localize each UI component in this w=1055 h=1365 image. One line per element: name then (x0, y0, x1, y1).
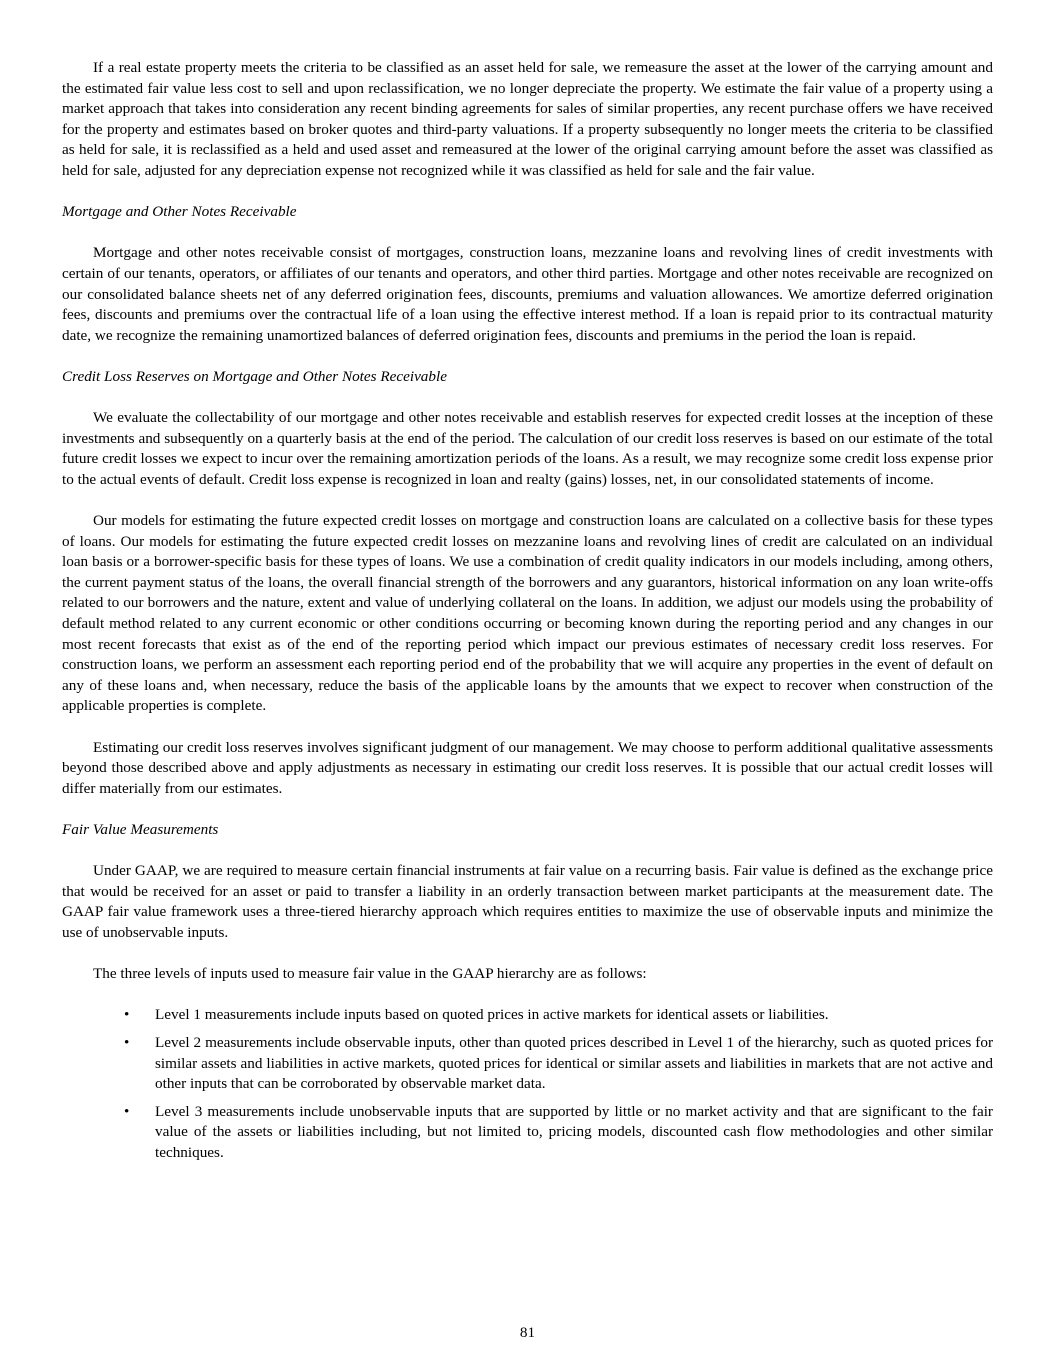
paragraph-collectability: We evaluate the collectability of our mortgage and other notes receivable and establish reserves for expected credit losses at the inception of these investments and subsequently on a quarterly basis at the end of the period. The calculation of our credit loss reserves is based on our estimate of the total future credit losses we expect to incur over the remaining amortization periods of the loans. As a result, we may recognize some credit loss expense prior to the actual events of default. Credit loss expense is recognized in loan and realty (gains) losses, net, in our consolidated statements of income. (62, 409, 993, 488)
bullet-icon: • (124, 1033, 130, 1051)
list-item-text: Level 2 measurements include observable inputs, other than quoted prices described in Level 1 of the hierarchy, such as quoted prices for similar assets and liabilities in active markets, quoted prices for identical or similar assets and liabilities in markets that are not active and other inputs that can be corroborated by observable market data. (155, 1033, 993, 1093)
paragraph-held-for-sale: If a real estate property meets the criteria to be classified as an asset held for sale, we remeasure the asset at the lower of the carrying amount and the estimated fair value less cost to sell and upon reclassification, we no longer depreciate the property. We estimate the fair value of a property using a market approach that takes into consideration any recent binding agreements for sales of similar properties, any recent purchase offers we have received for the property and estimates based on broker quotes and third-party valuations. If a property subsequently no longer meets the criteria to be classified as held for sale, it is reclassified as a held and used asset and remeasured at the lower of the original carrying amount before the asset was classified as held for sale, adjusted for any depreciation expense not recognized while it was classified as held for sale and the fair value. (62, 59, 993, 179)
paragraph-estimating-reserves: Estimating our credit loss reserves involves significant judgment of our management. We may choose to perform additional qualitative assessments beyond those described above and apply adjustments as necessary in estimating our credit loss reserves. It is possible that our actual credit losses will differ materially from our estimates. (62, 738, 993, 797)
heading-fair-value: Fair Value Measurements (62, 820, 219, 838)
heading-credit-loss-reserves: Credit Loss Reserves on Mortgage and Other Notes Receivable (62, 367, 447, 385)
list-item-level-3 (62, 1102, 993, 1164)
list-item-level-1 (62, 1005, 993, 1026)
fair-value-levels-list (62, 1005, 993, 1163)
page-number: 81 (519, 1324, 536, 1341)
bullet-icon: • (124, 1006, 130, 1024)
paragraph-credit-loss-models: Our models for estimating the future expected credit losses on mortgage and construction loans are calculated on a collective basis for these types of loans. Our models for estimating the future expected credit losses on mezzanine loans and revolving lines of credit are calculated on an individual loan basis or a borrower-specific basis for these types of loans. We use a combination of credit quality indicators in our models including, among others, the current payment status of the loans, the overall financial strength of the borrowers and any guarantors, historical information on any loan write-offs related to our borrowers and the nature, extent and value of underlying collateral on the loans. In addition, we adjust our models using the probability of default method related to any current economic or other conditions occurring or becoming known during the reporting period and any changes in our most recent forecasts that exist as of the end of the reporting period which impact our previous estimates of necessary credit loss reserves. For construction loans, we perform an assessment each reporting period end of the probability that we will acquire any properties in the event of default on any of these loans and, when necessary, reduce the basis of the applicable loans by the amounts that we expect to recover when construction of the applicable properties is complete. (62, 512, 993, 715)
heading-mortgage-notes: Mortgage and Other Notes Receivable (62, 203, 297, 221)
list-item-text: Level 3 measurements include unobservable inputs that are supported by little or no market activity and that are significant to the fair value of the assets or liabilities including, but not limited to, pricing models, discounted cash flow methodologies and other similar techniques. (155, 1102, 993, 1161)
document-page (62, 58, 993, 1170)
paragraph-three-levels-intro: The three levels of inputs used to measure fair value in the GAAP hierarchy are as follows: (93, 965, 647, 983)
list-item-level-2 (62, 1033, 993, 1095)
paragraph-fair-value-gaap: Under GAAP, we are required to measure certain financial instruments at fair value on a recurring basis. Fair value is defined as the exchange price that would be received for an asset or paid to transfer a liability in an orderly transaction between market participants at the measurement date. The GAAP fair value framework uses a three-tiered hierarchy approach which requires entities to maximize the use of observable inputs and minimize the use of unobservable inputs. (62, 862, 993, 941)
bullet-icon: • (124, 1102, 130, 1120)
list-item-text: Level 1 measurements include inputs based on quoted prices in active markets for identical assets or liabilities. (155, 1006, 829, 1024)
paragraph-mortgage-notes: Mortgage and other notes receivable consist of mortgages, construction loans, mezzanine loans and revolving lines of credit investments with certain of our tenants, operators, or affiliates of our tenants and operators, and other third parties. Mortgage and other notes receivable are recognized on our consolidated balance sheets net of any deferred origination fees, discounts, premiums and valuation allowances. We amortize deferred origination fees, discounts and premiums over the contractual life of a loan using the effective interest method. If a loan is repaid prior to its contractual maturity date, we recognize the remaining unamortized balances of deferred origination fees, discounts and premiums in the period the loan is repaid. (62, 244, 993, 344)
